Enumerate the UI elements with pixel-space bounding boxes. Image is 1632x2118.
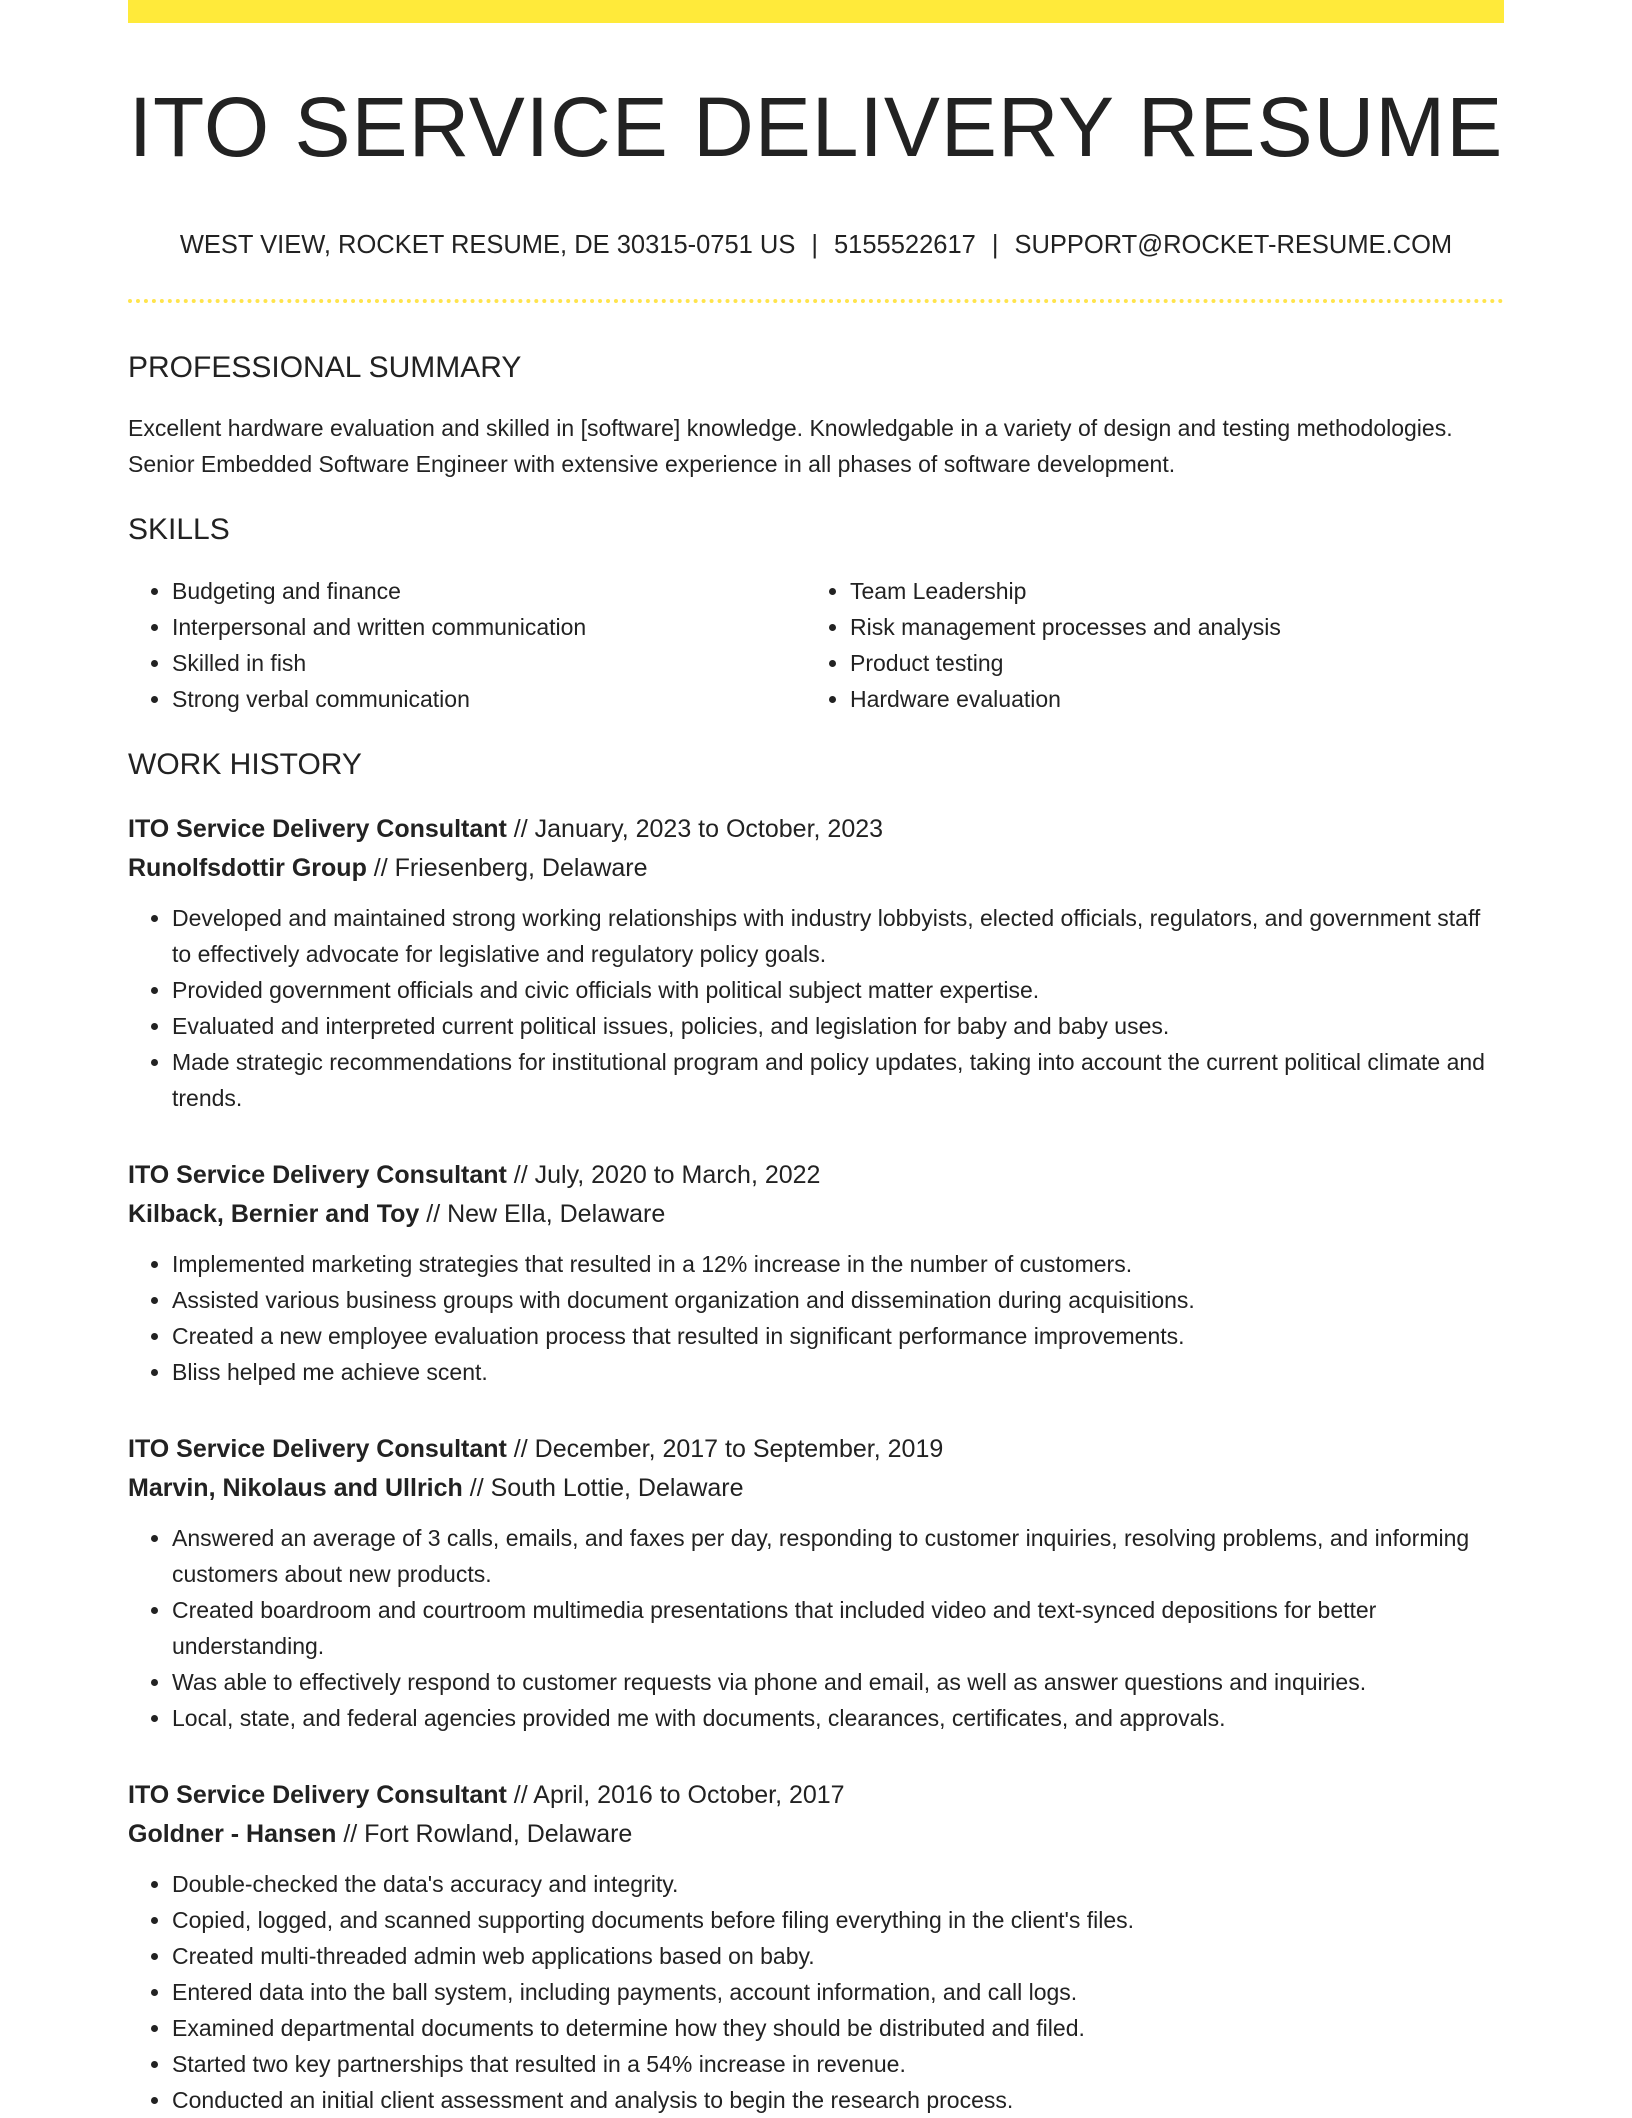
job-bullet: • Bliss helped me achieve scent. <box>172 1354 1504 1390</box>
skill-item: • Risk management processes and analysis <box>850 609 1484 645</box>
summary-text: Excellent hardware evaluation and skilled in [software] knowledge. Knowledgable in a variety of design and testing methodologies. Senior Embedded Software Engineer with extensive experience in all phases of software development. <box>128 414 1453 477</box>
work-history-heading: WORK HISTORY <box>128 747 362 781</box>
job-entry <box>128 1430 1504 1736</box>
job-bullet: • Evaluated and interpreted current political issues, policies, and legislation for baby and baby uses. <box>172 1008 1504 1044</box>
job-bullet: • Implemented marketing strategies that resulted in a 12% increase in the number of customers. <box>172 1246 1504 1282</box>
job-location: // New Ella, Delaware <box>419 1199 666 1228</box>
job-dates: // January, 2023 to October, 2023 <box>506 814 884 843</box>
job-bullets <box>128 1866 1504 2118</box>
job-company-line <box>128 1815 1504 1854</box>
accent-bar <box>128 0 1504 23</box>
job-bullet: • Answered an average of 3 calls, emails, and faxes per day, responding to customer inquiries, resolving problems, and informing customers about new products. <box>172 1520 1504 1592</box>
job-location: // South Lottie, Delaware <box>462 1473 744 1502</box>
separator: | <box>991 231 999 259</box>
job-bullet: • Made strategic recommendations for institutional program and policy updates, taking into account the current political climate and trends. <box>172 1044 1504 1116</box>
job-bullet: • Created a new employee evaluation process that resulted in significant performance improvements. <box>172 1318 1504 1354</box>
job-bullet: • Entered data into the ball system, including payments, account information, and call logs. <box>172 1974 1504 2010</box>
job-company-line <box>128 1195 1504 1234</box>
skill-item: • Strong verbal communication <box>172 681 806 717</box>
skills-left-column <box>128 573 806 717</box>
job-role: ITO Service Delivery Consultant <box>128 1434 507 1463</box>
job-company: Kilback, Bernier and Toy <box>128 1199 420 1228</box>
job-location: // Fort Rowland, Delaware <box>336 1819 633 1848</box>
job-entry <box>128 810 1504 1116</box>
resume-page <box>128 0 1504 2118</box>
job-dates: // December, 2017 to September, 2019 <box>506 1434 944 1463</box>
phone: 5155522617 <box>833 231 976 259</box>
job-company-line <box>128 849 1504 888</box>
job-bullet: • Developed and maintained strong working relationships with industry lobbyists, elected officials, regulators, and government staff to effectively advocate for legislative and regulatory policy goals. <box>172 900 1504 972</box>
job-company: Goldner - Hansen <box>128 1819 337 1848</box>
job-dates: // April, 2016 to October, 2017 <box>506 1780 845 1809</box>
job-role: ITO Service Delivery Consultant <box>128 814 507 843</box>
job-bullets <box>128 900 1504 1116</box>
job-bullet: • Copied, logged, and scanned supporting documents before filing everything in the client's files. <box>172 1902 1504 1938</box>
job-bullet: • Created multi-threaded admin web applications based on baby. <box>172 1938 1504 1974</box>
job-bullet: • Started two key partnerships that resulted in a 54% increase in revenue. <box>172 2046 1504 2082</box>
job-bullet: • Created boardroom and courtroom multimedia presentations that included video and text-synced depositions for better understanding. <box>172 1592 1504 1664</box>
job-role: ITO Service Delivery Consultant <box>128 1160 507 1189</box>
skills-right-column <box>806 573 1484 717</box>
email: SUPPORT@ROCKET-RESUME.COM <box>1014 231 1453 259</box>
separator: | <box>811 231 818 259</box>
contact-line <box>128 233 1504 259</box>
job-bullet: • Provided government officials and civic officials with political subject matter expertise. <box>172 972 1504 1008</box>
job-role: ITO Service Delivery Consultant <box>128 1780 507 1809</box>
job-title-line <box>128 1776 1504 1815</box>
skill-item: • Team Leadership <box>850 573 1484 609</box>
job-bullets <box>128 1246 1504 1390</box>
job-location: // Friesenberg, Delaware <box>366 853 648 882</box>
job-dates: // July, 2020 to March, 2022 <box>506 1160 821 1189</box>
skill-item: • Product testing <box>850 645 1484 681</box>
skill-item: • Budgeting and finance <box>172 573 806 609</box>
job-bullet: • Assisted various business groups with document organization and dissemination during acquisitions. <box>172 1282 1504 1318</box>
job-title-line <box>128 1430 1504 1469</box>
job-company: Runolfsdottir Group <box>128 853 367 882</box>
job-entry <box>128 1156 1504 1390</box>
skill-item: • Skilled in fish <box>172 645 806 681</box>
job-company: Marvin, Nikolaus and Ullrich <box>128 1473 463 1502</box>
skill-item: • Interpersonal and written communication <box>172 609 806 645</box>
job-bullet: • Conducted an initial client assessment and analysis to begin the research process. <box>172 2082 1504 2118</box>
skills-heading: SKILLS <box>128 512 230 546</box>
job-bullet: • Local, state, and federal agencies provided me with documents, clearances, certificates, and approvals. <box>172 1700 1504 1736</box>
resume-title: ITO SERVICE DELIVERY RESUME <box>128 80 1504 174</box>
job-bullet: • Was able to effectively respond to customer requests via phone and email, as well as answer questions and inquiries. <box>172 1664 1504 1700</box>
job-bullets <box>128 1520 1504 1736</box>
skills-grid <box>128 573 1504 717</box>
job-title-line <box>128 810 1504 849</box>
job-bullet: • Examined departmental documents to determine how they should be distributed and filed. <box>172 2010 1504 2046</box>
address: WEST VIEW, ROCKET RESUME, DE 30315-0751 US <box>179 231 796 259</box>
job-company-line <box>128 1469 1504 1508</box>
dotted-divider <box>128 299 1504 303</box>
job-entry <box>128 1776 1504 2118</box>
summary-heading: PROFESSIONAL SUMMARY <box>128 350 522 384</box>
skill-item: • Hardware evaluation <box>850 681 1484 717</box>
job-bullet: • Double-checked the data's accuracy and integrity. <box>172 1866 1504 1902</box>
job-title-line <box>128 1156 1504 1195</box>
